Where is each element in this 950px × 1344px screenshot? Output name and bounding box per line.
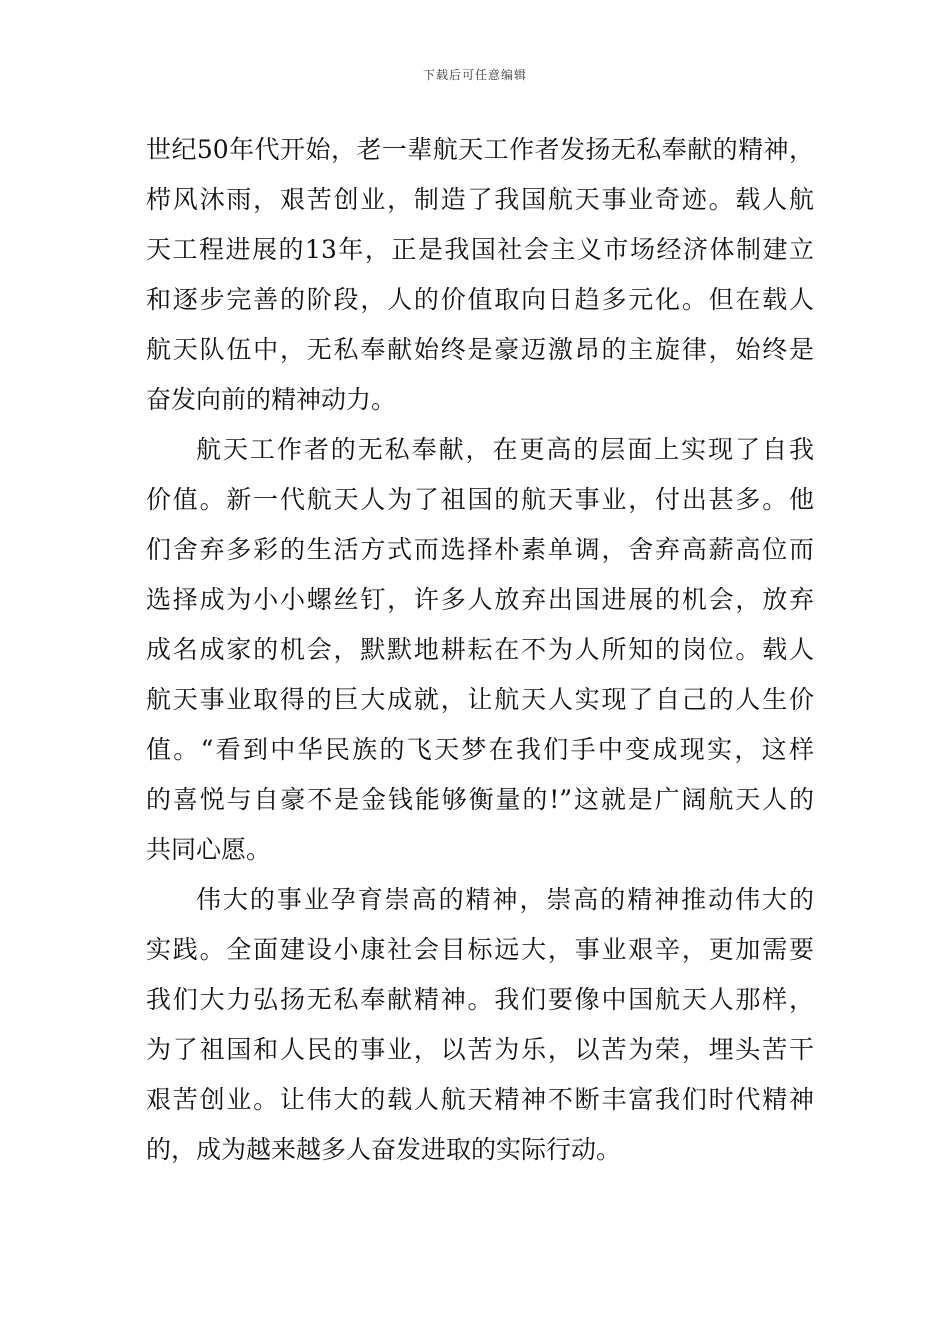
text-line: 选择成为小小螺丝钉，许多人放弃出国进展的机会，放弃: [146, 585, 814, 614]
paragraph-1: [146, 125, 814, 425]
text-line: 我们大力弘扬无私奉献精神。我们要像中国航天人那样，: [146, 985, 814, 1014]
text-line: 奋发向前的精神动力。: [146, 385, 397, 414]
text-line: 航天工作者的无私奉献，在更高的层面上实现了自我: [196, 435, 814, 464]
text-line: 栉风沐雨，艰苦创业，制造了我国航天事业奇迹。载人航: [146, 185, 814, 214]
text-line: 的，成为越来越多人奋发进取的实际行动。: [146, 1135, 622, 1164]
text-line: 实践。全面建设小康社会目标远大，事业艰辛，更加需要: [146, 935, 814, 964]
text-line: 为了祖国和人民的事业，以苦为乐，以苦为荣，埋头苦干: [146, 1035, 814, 1064]
text-line: 共同心愿。: [146, 835, 272, 864]
text-line: 成名成家的机会，默默地耕耘在不为人所知的岗位。载人: [146, 635, 814, 664]
text-line: 价值。新一代航天人为了祖国的航天事业，付出甚多。他: [146, 485, 814, 514]
text-line: 航天队伍中，无私奉献始终是豪迈激昂的主旋律，始终是: [146, 335, 814, 364]
document-body: [146, 125, 814, 1175]
text-line: 航天事业取得的巨大成就，让航天人实现了自己的人生价: [146, 685, 814, 714]
text-line: 伟大的事业孕育崇高的精神，崇高的精神推动伟大的: [196, 885, 814, 914]
text-line: 艰苦创业。让伟大的载人航天精神不断丰富我们时代精神: [146, 1085, 814, 1114]
text-line: 的喜悦与自豪不是金钱能够衡量的!”这就是广阔航天人的: [146, 785, 814, 814]
paragraph-3: [146, 875, 814, 1175]
paragraph-2: [146, 425, 814, 875]
text-line: 天工程进展的13年，正是我国社会主义市场经济体制建立: [146, 235, 814, 264]
text-line: 和逐步完善的阶段，人的价值取向日趋多元化。但在载人: [146, 285, 814, 314]
text-line: 值。“看到中华民族的飞天梦在我们手中变成现实，这样: [146, 735, 814, 764]
page-header: 下载后可任意编辑: [422, 68, 527, 82]
text-line: 们舍弃多彩的生活方式而选择朴素单调，舍弃高薪高位而: [146, 535, 814, 564]
text-line: 世纪50年代开始，老一辈航天工作者发扬无私奉献的精神，: [146, 135, 814, 164]
